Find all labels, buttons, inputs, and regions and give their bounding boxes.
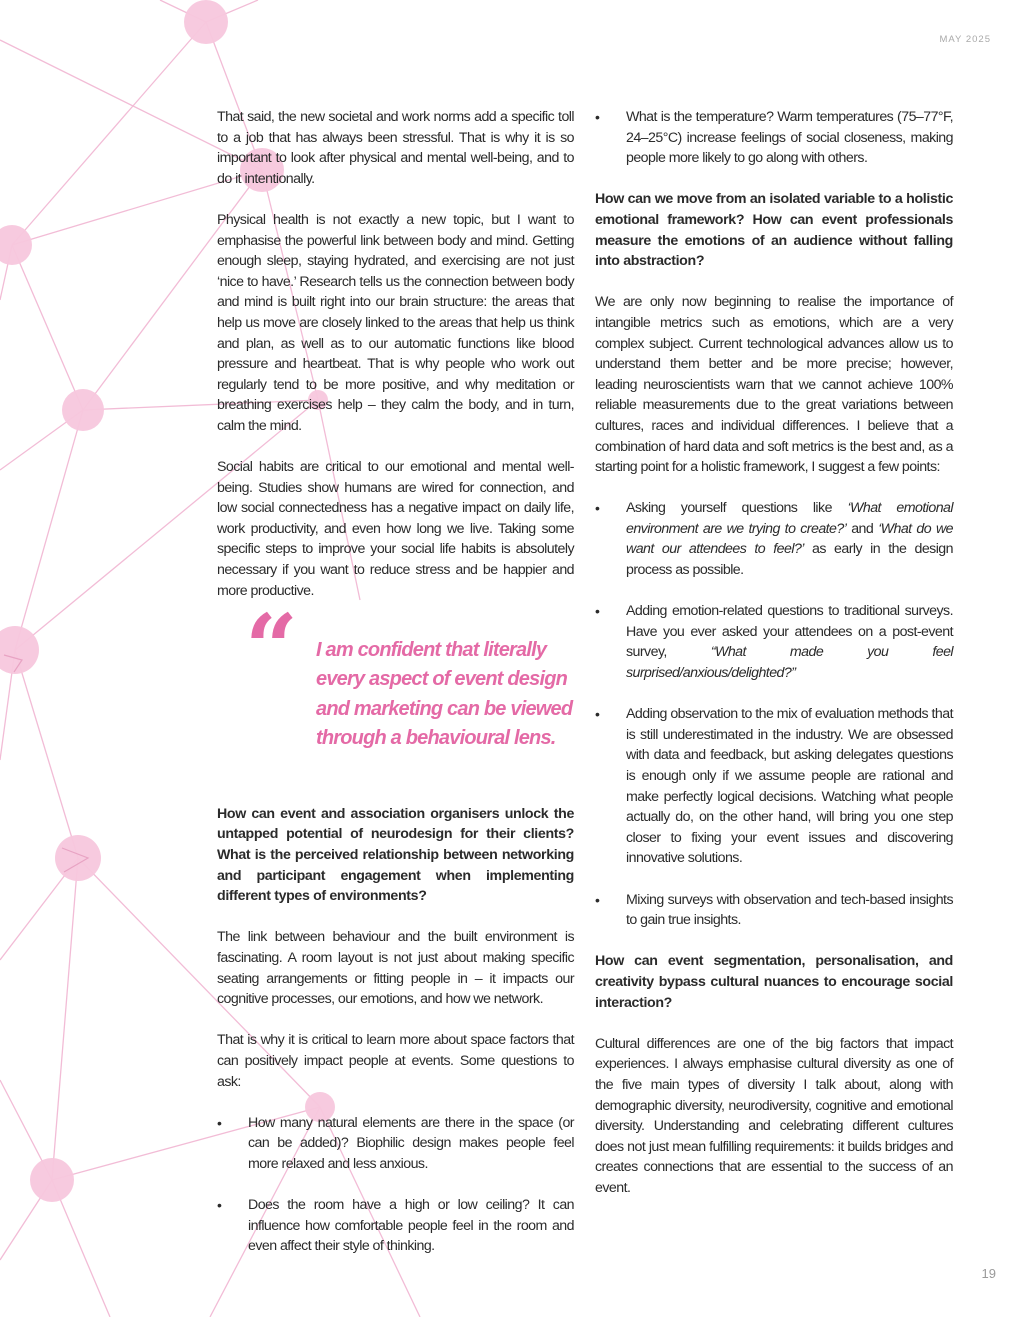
list-item-text: and <box>846 520 879 537</box>
issue-date: MAY 2025 <box>939 34 991 45</box>
interview-question: How can event and association organisers unlock the untapped potential of neurodesign for their clients? What is the perceived relationship between networking and participant engagement when implementing different types of environments? <box>217 805 574 905</box>
left-column <box>217 107 574 1278</box>
list-item <box>595 601 953 683</box>
list-item: • Mixing surveys with observation and tech-based insights to gain true insights. <box>595 890 953 931</box>
space-factors-list <box>217 1113 574 1257</box>
example-question: “What made you feel surprised/anxious/delighted?” <box>626 644 954 682</box>
framework-points-list <box>595 498 953 930</box>
list-item: • How many natural elements are there in the space (or can be added)? Biophilic design makes people feel more relaxed and less anxious. <box>217 1113 574 1175</box>
right-column <box>595 107 953 1219</box>
page-number: 19 <box>981 1266 996 1281</box>
space-factors-list-continued <box>595 107 953 169</box>
example-question: ‘What emotional environment are we trying to create?’ <box>626 500 953 537</box>
body-paragraph: That is why it is critical to learn more about space factors that can positively impact people at events. Some questions to ask: <box>217 1032 574 1090</box>
list-item-text: Asking yourself questions like <box>626 500 848 517</box>
interview-question: How can we move from an isolated variable to a holistic emotional framework? How can event professionals measure the emotions of an audience without falling into abstraction? <box>595 191 953 270</box>
body-paragraph: The link between behaviour and the built environment is fascinating. A room layout is not just about making specific seating arrangements or fitting people in – it impacts our cognitive processes, our emotions, and how we network. <box>217 929 574 1008</box>
example-question: ‘What do we want our attendees to feel?’ <box>626 520 953 558</box>
list-item <box>595 498 953 580</box>
list-item-text: Adding emotion-related questions to traditional surveys. Have you ever asked your attendees on a post-event survey, <box>626 603 953 661</box>
body-paragraph: Social habits are critical to our emotional and mental well-being. Studies show humans are wired for connection, and low social connectedness has a negative impact on daily life, work productivity, and even how long we live. Taking some specific steps to improve your social life habits is absolutely necessary if you want to reduce stress and be happier and more productive. <box>217 459 574 599</box>
pull-quote-text: I am confident that literally every aspect of event design and marketing can be viewed through a behavioural lens. <box>316 638 573 750</box>
interview-question: How can event segmentation, personalisation, and creativity bypass cultural nuances to encourage social interaction? <box>595 953 953 1011</box>
list-item: • Does the room have a high or low ceiling? It can influence how comfortable people feel in the room and even affect their style of thinking. <box>217 1195 574 1257</box>
quote-mark-icon: “ <box>245 593 288 702</box>
list-item: • Adding observation to the mix of evaluation methods that is still underestimated in the industry. We are obsessed with data and feedback, but asking delegates questions is enough only if we assume people are rational and make perfectly logical decisions. Watching what people actually do, on the other hand, will bring you one step closer to fixing your event issues and discovering innovative solutions. <box>595 704 953 869</box>
list-item-text: as early in the design process as possible. <box>626 541 953 579</box>
pull-quote <box>217 593 574 804</box>
body-paragraph: That said, the new societal and work norms add a specific toll to a job that has always been stressful. That is why it is so important to look after physical and mental well-being, and to do it intentionally. <box>217 109 574 187</box>
body-paragraph: Cultural differences are one of the big factors that impact experiences. I always emphasise cultural diversity as one of the five main types of diversity I talk about, along with demographic diversity, neurodiversity, cognitive and emotional diversity. Understanding and celebrating different cultures does not just mean fulfilling requirements: it builds bridges and creates connections that are essential to the success of an event. <box>595 1035 953 1196</box>
list-item: • What is the temperature? Warm temperatures (75–77°F, 24–25°C) increase feelings of social closeness, making people more likely to go along with others. <box>595 107 953 169</box>
body-paragraph: We are only now beginning to realise the importance of intangible metrics such as emotions, which are a very complex subject. Current technological advances allow us to understand them better and be more precise; however, leading neuroscientists warn that we cannot achieve 100% reliable measurements due to the great variations between cultures, races and individual differences. I believe that a combination of hard data and soft metrics is the best and, as a starting point for a holistic framework, I suggest a few points: <box>595 294 953 476</box>
body-paragraph: Physical health is not exactly a new topic, but I want to emphasise the powerful link between body and mind. Getting enough sleep, staying hydrated, and exercising are not just ‘nice to have.’ Research tells us the connection between body and mind is built right into our brain structure: the areas that help us move are closely linked to the areas that help us think and plan, as well as to our automatic functions like blood pressure and heartbeat. That is why people who work out regularly tend to be more positive, and why meditation or breathing exercises help – they calm the body, and in turn, calm the mind. <box>217 211 574 434</box>
